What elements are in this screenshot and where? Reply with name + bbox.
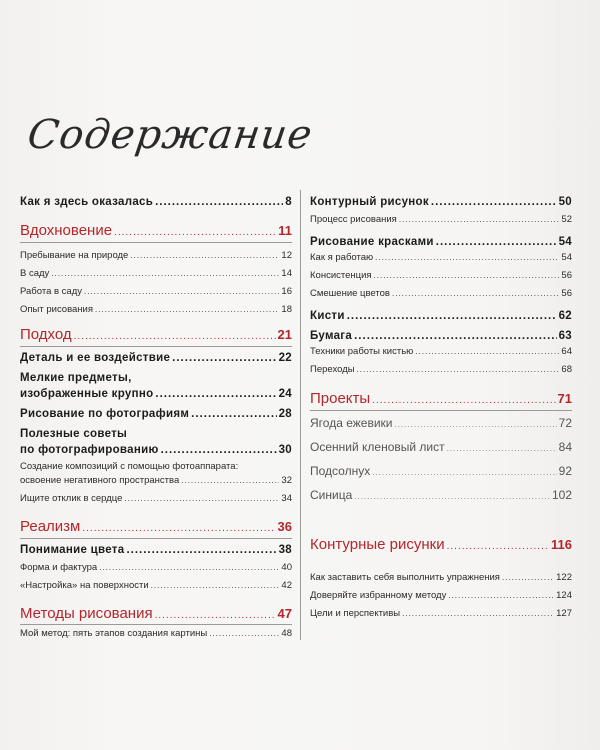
leader-dots xyxy=(181,475,279,486)
toc-entry[interactable]: Консистенция ..... 56 xyxy=(310,270,572,281)
toc-entry[interactable]: Доверяйте избранному методу ..... 124 xyxy=(310,590,572,601)
leader-dots xyxy=(436,236,557,248)
leader-dots xyxy=(375,252,559,263)
section-rule xyxy=(20,624,292,625)
section-rule xyxy=(310,410,572,411)
toc-entry[interactable]: Как заставить себя выполнить упражнения ..... 122 xyxy=(310,572,572,583)
leader-dots xyxy=(448,590,554,601)
toc-entry[interactable]: Пребывание на природе ..... 12 xyxy=(20,250,292,261)
toc-entry[interactable]: Цели и перспективы ..... 127 xyxy=(310,608,572,619)
toc-entry-project[interactable]: Ягода ежевики ..... 72 xyxy=(310,416,572,430)
toc-entry[interactable]: Как я работаю ..... 54 xyxy=(310,252,572,263)
toc-section-inspiration[interactable]: Вдохновение ..... 11 xyxy=(20,222,292,239)
toc-section-realism[interactable]: Реализм ..... 36 xyxy=(20,518,292,535)
leader-dots xyxy=(84,286,279,297)
toc-entry-tips-line1[interactable]: Полезные советы xyxy=(20,428,128,440)
leader-dots xyxy=(347,310,557,322)
leader-dots xyxy=(372,464,556,478)
toc-entry-tips[interactable]: по фотографированию ..... 30 xyxy=(20,444,292,456)
leader-dots xyxy=(354,330,556,342)
toc-entry-color[interactable]: Понимание цвета ..... 38 xyxy=(20,544,292,556)
leader-dots xyxy=(357,364,560,375)
toc-entry[interactable]: Смешение цветов ..... 56 xyxy=(310,288,572,299)
toc-entry-composition-line1[interactable]: Создание композиций с помощью фотоаппарата: xyxy=(20,461,239,472)
toc-entry-small-objects[interactable]: изображенные крупно ..... 24 xyxy=(20,388,292,400)
toc-section-outlines[interactable]: Контурные рисунки ..... 116 xyxy=(310,536,572,553)
leader-dots xyxy=(114,222,276,239)
leader-dots xyxy=(502,572,554,583)
leader-dots xyxy=(394,416,556,430)
toc-section-projects[interactable]: Проекты ..... 71 xyxy=(310,390,572,407)
section-rule xyxy=(20,242,292,243)
leader-dots xyxy=(51,268,279,279)
leader-dots xyxy=(155,196,283,208)
leader-dots xyxy=(392,288,559,299)
toc-entry-paper[interactable]: Бумага ..... 63 xyxy=(310,330,572,342)
toc-entry[interactable]: Процесс рисования ..... 52 xyxy=(310,214,572,225)
toc-entry-composition[interactable]: освоение негативного пространства ..... 32 xyxy=(20,475,292,486)
toc-entry-intro[interactable]: Как я здесь оказалась ..... 8 xyxy=(20,196,292,208)
toc-entry-painting[interactable]: Рисование красками ..... 54 xyxy=(310,236,572,248)
section-rule xyxy=(20,538,292,539)
leader-dots xyxy=(431,196,557,208)
leader-dots xyxy=(372,390,555,407)
toc-entry[interactable]: Мой метод: пять этапов создания картины ..... 48 xyxy=(20,628,292,639)
leader-dots xyxy=(95,304,279,315)
toc-entry-outline[interactable]: Контурный рисунок ..... 50 xyxy=(310,196,572,208)
column-divider xyxy=(300,190,301,640)
leader-dots xyxy=(402,608,554,619)
leader-dots xyxy=(155,388,276,400)
toc-entry[interactable]: Ищите отклик в сердце ..... 34 xyxy=(20,493,292,504)
leader-dots xyxy=(130,250,279,261)
toc-entry-photos[interactable]: Рисование по фотографиям ..... 28 xyxy=(20,408,292,420)
leader-dots xyxy=(399,214,560,225)
toc-entry[interactable]: Переходы ..... 68 xyxy=(310,364,572,375)
leader-dots xyxy=(374,270,560,281)
toc-entry[interactable]: «Настройка» на поверхности ..... 42 xyxy=(20,580,292,591)
toc-entry[interactable]: Опыт рисования ..... 18 xyxy=(20,304,292,315)
leader-dots xyxy=(126,544,276,556)
leader-dots xyxy=(161,444,277,456)
toc-entry[interactable]: Форма и фактура ..... 40 xyxy=(20,562,292,573)
leader-dots xyxy=(447,536,549,553)
toc-entry-project[interactable]: Осенний кленовый лист ..... 84 xyxy=(310,440,572,454)
leader-dots xyxy=(447,440,557,454)
leader-dots xyxy=(415,346,559,357)
page-title: Содержание xyxy=(24,112,316,158)
leader-dots xyxy=(82,518,275,535)
leader-dots xyxy=(99,562,279,573)
toc-entry[interactable]: Техники работы кистью ..... 64 xyxy=(310,346,572,357)
leader-dots xyxy=(209,628,279,639)
toc-entry[interactable]: В саду ..... 14 xyxy=(20,268,292,279)
toc-section-methods[interactable]: Методы рисования ..... 47 xyxy=(20,605,292,622)
leader-dots xyxy=(354,488,550,502)
toc-entry-small-objects-line1[interactable]: Мелкие предметы, xyxy=(20,372,132,384)
toc-entry-brushes[interactable]: Кисти ..... 62 xyxy=(310,310,572,322)
leader-dots xyxy=(191,408,276,420)
toc-section-approach[interactable]: Подход ..... 21 xyxy=(20,326,292,343)
leader-dots xyxy=(155,605,276,622)
toc-entry-detail[interactable]: Деталь и ее воздействие ..... 22 xyxy=(20,352,292,364)
section-rule xyxy=(20,346,292,347)
leader-dots xyxy=(124,493,279,504)
leader-dots xyxy=(172,352,276,364)
toc-entry-project[interactable]: Подсолнух ..... 92 xyxy=(310,464,572,478)
leader-dots xyxy=(74,326,276,343)
toc-entry[interactable]: Работа в саду ..... 16 xyxy=(20,286,292,297)
toc-entry-project[interactable]: Синица ..... 102 xyxy=(310,488,572,502)
leader-dots xyxy=(151,580,280,591)
